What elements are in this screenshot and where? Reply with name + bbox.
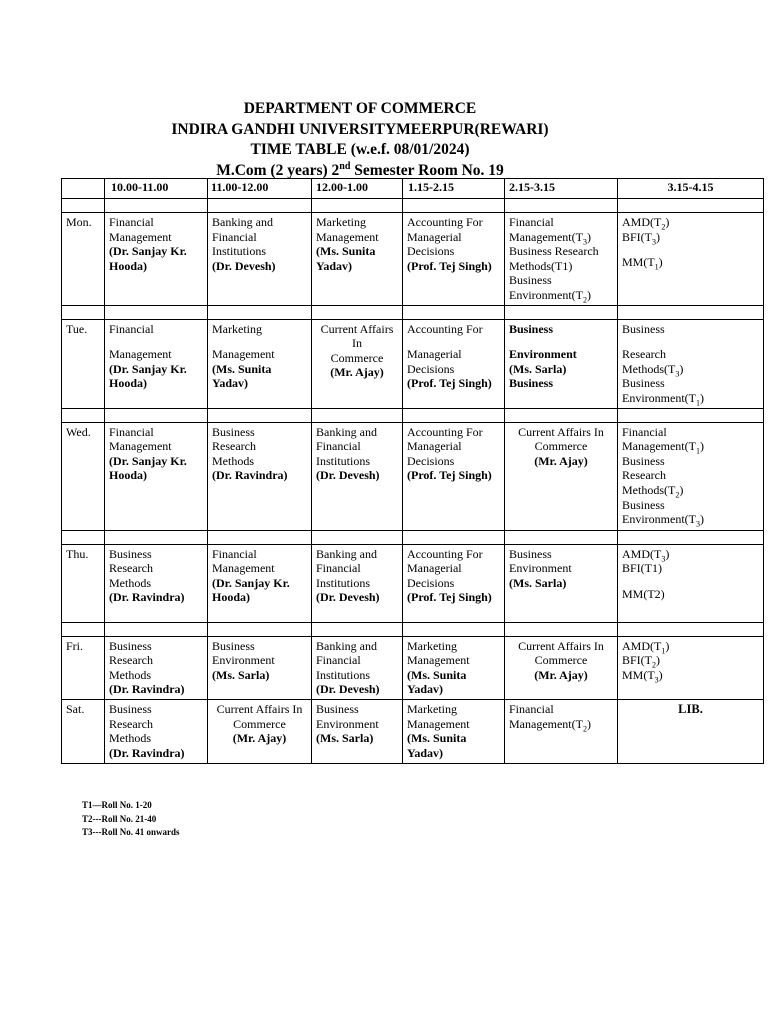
class-cell: Financial $Management(T_3)$ Business Research Methods(T1) Business $Environment(T_2)$ xyxy=(505,213,618,306)
timetable xyxy=(61,178,764,764)
day-cell: Mon. xyxy=(62,213,105,306)
spacer-row xyxy=(62,305,764,319)
class-cell: Current Affairs In Commerce (Mr. Ajay) xyxy=(505,422,618,530)
table-row xyxy=(62,422,764,530)
day-cell: Tue. xyxy=(62,319,105,408)
class-cell: Banking and Financial Institutions (Dr. Devesh) xyxy=(312,544,403,622)
class-cell: Financial Management (Dr. Sanjay Kr. Hooda) xyxy=(208,544,312,622)
table-row xyxy=(62,319,764,408)
header-cell-day xyxy=(62,179,105,199)
library-cell: LIB. xyxy=(618,699,764,763)
header-row xyxy=(62,179,764,199)
class-cell: Business Research $Methods(T_3)$ Business $Environment(T_1)$ xyxy=(618,319,764,408)
day-cell: Thu. xyxy=(62,544,105,622)
table-row xyxy=(62,699,764,763)
header-cell-slot: 3.15-4.15 xyxy=(618,179,764,199)
day-cell: Fri. xyxy=(62,636,105,699)
legend-item: T3---Roll No. 41 onwards xyxy=(82,827,180,837)
spacer-row xyxy=(62,199,764,213)
header-cell-slot: 2.15-3.15 xyxy=(505,179,618,199)
class-cell: Accounting For Managerial Decisions (Prof. Tej Singh) xyxy=(403,213,505,306)
class-cell: $AMD(T_3)$ BFI(T1) MM(T2) xyxy=(618,544,764,622)
day-cell: Wed. xyxy=(62,422,105,530)
class-cell: Business Research Methods (Dr. Ravindra) xyxy=(105,636,208,699)
header-cell-slot: 11.00-12.00 xyxy=(208,179,312,199)
class-cell: Financial Management (Dr. Sanjay Kr. Hooda) xyxy=(105,319,208,408)
tutorial-group-legend xyxy=(82,799,180,840)
header-cell-slot: 1.15-2.15 xyxy=(403,179,505,199)
class-cell: Accounting For Managerial Decisions (Prof. Tej Singh) xyxy=(403,319,505,408)
class-cell: $AMD(T_1)$ $BFI(T_2)$ $MM(T_3)$ xyxy=(618,636,764,699)
class-cell: Business Research Methods (Dr. Ravindra) xyxy=(105,699,208,763)
class-cell: $AMD(T_2)$ $BFI(T_3)$ $MM(T_1)$ xyxy=(618,213,764,306)
table-row xyxy=(62,544,764,622)
class-cell: Financial $Management(T_1)$ Business Research $Methods(T_2)$ Business $Environment(T_3)$ xyxy=(618,422,764,530)
table-row xyxy=(62,213,764,306)
class-cell: Marketing Management (Ms. Sunita Yadav) xyxy=(208,319,312,408)
class-cell: Banking and Financial Institutions (Dr. Devesh) xyxy=(312,636,403,699)
spacer-row xyxy=(62,622,764,636)
spacer-row xyxy=(62,530,764,544)
class-cell: Financial Management (Dr. Sanjay Kr. Hooda) xyxy=(105,213,208,306)
department-title: DEPARTMENT OF COMMERCE xyxy=(243,100,477,117)
timetable-title: TIME TABLE (w.e.f. 08/01/2024) xyxy=(250,141,470,158)
class-cell: Banking and Financial Institutions (Dr. Devesh) xyxy=(208,213,312,306)
class-cell: Financial $Management(T_2)$ xyxy=(505,699,618,763)
course-title: M.Com (2 years) 2nd Semester Room No. 19 xyxy=(216,160,504,179)
class-cell: Banking and Financial Institutions (Dr. Devesh) xyxy=(312,422,403,530)
class-cell: Business Environment (Ms. Sarla) xyxy=(312,699,403,763)
day-cell: Sat. xyxy=(62,699,105,763)
class-cell: Accounting For Managerial Decisions (Prof. Tej Singh) xyxy=(403,544,505,622)
legend-item: T2---Roll No. 21-40 xyxy=(82,813,157,824)
class-cell: Business Environment (Ms. Sarla) Business xyxy=(505,319,618,408)
class-cell: Business Environment (Ms. Sarla) xyxy=(505,544,618,622)
table-row xyxy=(62,636,764,699)
class-cell: Financial Management (Dr. Sanjay Kr. Hooda) xyxy=(105,422,208,530)
header-cell-slot: 12.00-1.00 xyxy=(312,179,403,199)
class-cell: Marketing Management (Ms. Sunita Yadav) xyxy=(403,699,505,763)
class-cell: Marketing Management (Ms. Sunita Yadav) xyxy=(312,213,403,306)
class-cell: Current Affairs In Commerce (Mr. Ajay) xyxy=(208,699,312,763)
class-cell: Business Research Methods (Dr. Ravindra) xyxy=(208,422,312,530)
document-header xyxy=(0,99,720,181)
class-cell: Business Research Methods (Dr. Ravindra) xyxy=(105,544,208,622)
class-cell: Current Affairs In Commerce (Mr. Ajay) xyxy=(505,636,618,699)
legend-item: T1—Roll No. 1-20 xyxy=(82,800,152,810)
class-cell: Current Affairs In Commerce (Mr. Ajay) xyxy=(312,319,403,408)
class-cell: Accounting For Managerial Decisions (Prof. Tej Singh) xyxy=(403,422,505,530)
header-cell-slot: 10.00-11.00 xyxy=(105,179,208,199)
university-title: INDIRA GANDHI UNIVERSITYMEERPUR(REWARI) xyxy=(171,120,549,138)
class-cell: Business Environment (Ms. Sarla) xyxy=(208,636,312,699)
class-cell: Marketing Management (Ms. Sunita Yadav) xyxy=(403,636,505,699)
spacer-row xyxy=(62,408,764,422)
